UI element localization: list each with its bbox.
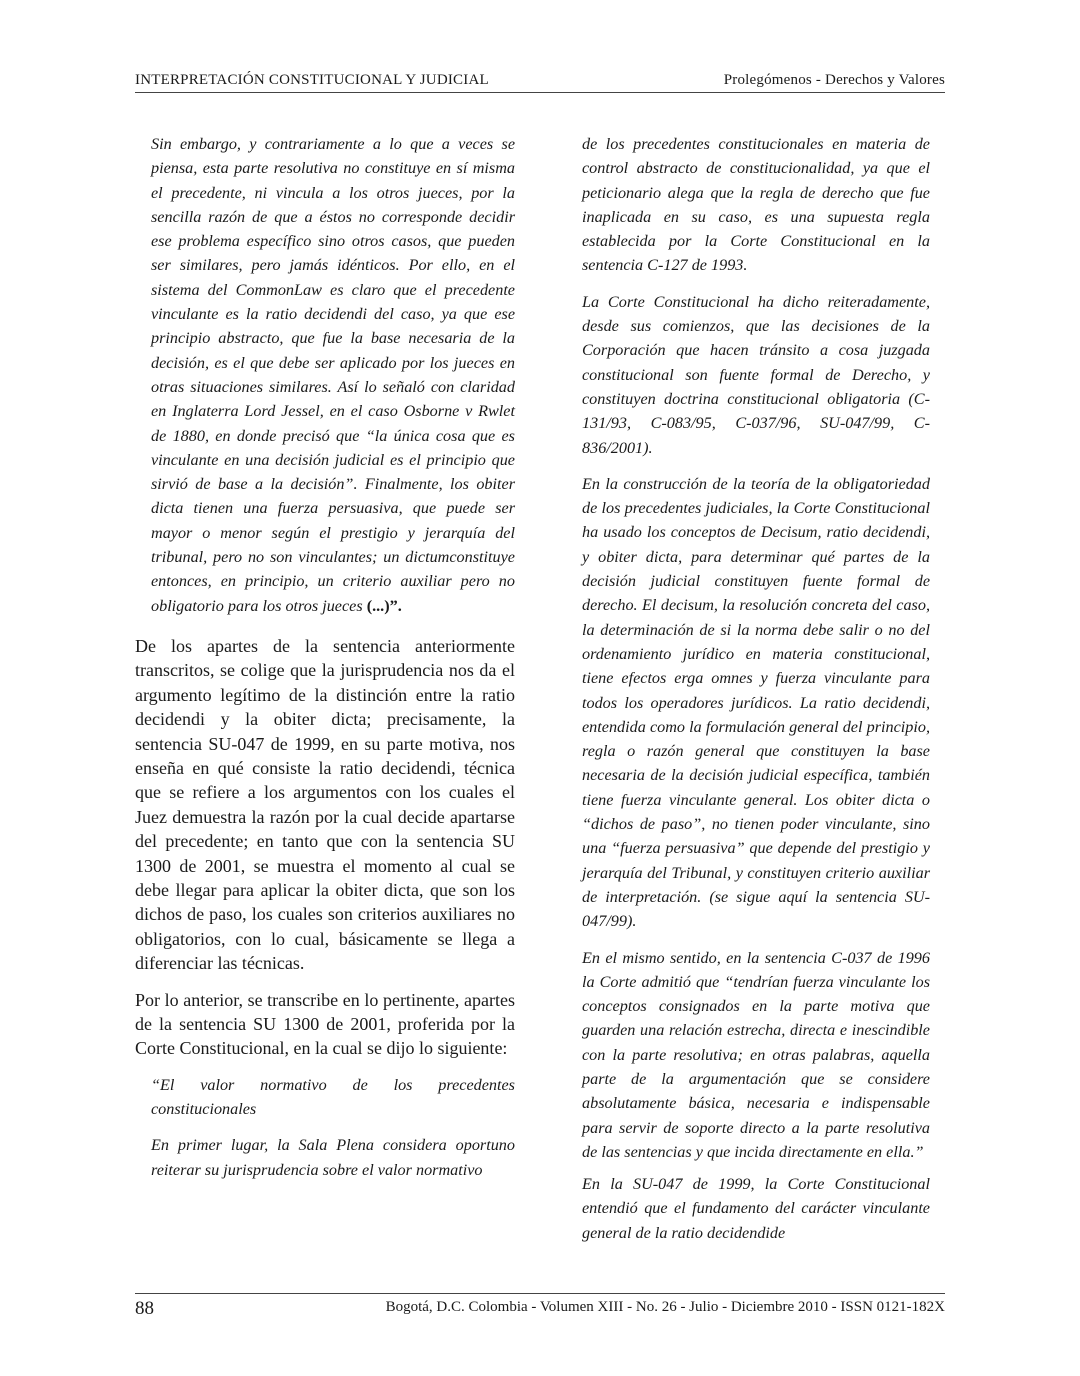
body-paragraph: De los apartes de la sentencia anteriormente transcritos, se colige que la jurisprudencia nos da el argumento legítimo de la distinción entre la ratio decidendi y la obiter dicta; precisamente, la sentencia SU-047 de 1999, en su parte motiva, nos enseña en qué consiste la ratio decidendi, técnica que se refiere a los argumentos con los cuales el Juez demuestra la razón por la cual decide apartarse del precedente; en tanto que con la sentencia SU 1300 de 2001, se muestra el momento al cual se debe llegar para aplicar la obiter dicta, que son los dichos de paso, los cuales son criterios auxiliares no obligatorios, con lo cual, básicamente se llega a diferenciar las técnicas.: [135, 635, 515, 974]
running-header: [135, 70, 945, 93]
quote-paragraph: En la SU-047 de 1999, la Corte Constitucional entendió que el fundamento del carácter vinculante general de la ratio decidendide: [582, 1175, 930, 1242]
quote-text: Sin embargo, y contrariamente a lo que a veces se piensa, esta parte resolutiva no constituye en sí misma el precedente, ni vincula a los otros jueces, por la sencilla razón de que a éstos no corresponde decidir ese problema específico sino otros casos, que pueden ser similares, pero jamás idénticos. Por ello, en el sistema del CommonLaw es claro que el precedente vinculante es la ratio decidendi del caso, ya que ese principio abstracto, que fue la base necesaria de la decisión, es el que debe ser aplicado por los jueces en otras situaciones similares. Así lo señaló con claridad en Inglaterra Lord Jessel, en el caso Osborne v Rwlet de 1880, en donde precisó que “la única cosa que es vinculante en una decisión judicial es el principio que sirvió de base a la decisión”. Finalmente, los obiter dicta tienen una fuerza persuasiva, que puede ser mayor o menor según el prestigio y jerarquía del tribunal, pero no son vinculantes; un dictumconstituye entonces, en principio, un criterio auxiliar pero no obligatorio para los otros jueces: [151, 135, 515, 615]
quote-paragraph: de los precedentes constitucionales en materia de control abstracto de constitucionalidad, ya que el peticionario alega que la regla de derecho que fue inaplicada en su caso, es una supuesta regla establecida por la Corte Constitucional en la sentencia C-127 de 1993.: [582, 135, 930, 275]
page-number: 88: [135, 1298, 154, 1319]
left-column: [135, 132, 515, 1182]
quote-paragraph: En el mismo sentido, en la sentencia C-037 de 1996 la Corte admitió que “tendrían fuerza vinculante los conceptos consignados en la parte motiva que guarden una relación estrecha, directa e inescindible con la parte resolutiva; en otras palabras, aquella parte de la argumentación que se considere absolutamente básica, necesaria e indispensable para servir de soporte directo a la parte resolutiva de las sentencias y que incida directamente en ella.”: [582, 948, 930, 1161]
quote-block: [135, 132, 515, 618]
quote-block: En primer lugar, la Sala Plena considera oportuno reiterar su jurisprudencia sobre el valor normativo: [151, 1136, 515, 1179]
quote-paragraph: La Corte Constitucional ha dicho reiteradamente, desde sus comienzos, que las decisiones de la Corporación que hacen tránsito a cosa juzgada constitucional son fuente formal de Derecho, y constituyen doctrina constitucional obligatoria (C-131/93, C-083/95, C-037/96, SU-047/99, C-836/2001).: [582, 292, 930, 457]
quote-paragraph: En la construcción de la teoría de la obligatoriedad de los precedentes judiciales, la Corte Constitucional ha usado los conceptos de Decisum, ratio decidendi, y obiter dicta, para determinar qué partes de la decisión judicial constituyen fuente formal de derecho. El decisum, la resolución concreta del caso, la determinación de si la norma debe salir o no del ordenamiento jurídico en materia constitucional, tiene efectos erga omnes y fuerza vinculante para todos los operadores jurídicos. La ratio decidendi, entendida como la formulación general del principio, regla o razón general que constituyen la base necesaria de la decisión judicial específica, también tiene fuerza vinculante general. Los obiter dicta o “dichos de paso”, no tienen poder vinculante, sino una “fuerza persuasiva” que depende del prestigio y jerarquía del Tribunal, y constituyen criterio auxiliar de interpretación. (se sigue aquí la sentencia SU-047/99).: [582, 474, 930, 931]
right-column: [582, 132, 930, 1245]
running-footer: [135, 1293, 945, 1319]
quote-ellipsis: (...)”.: [366, 596, 402, 615]
quote-title: “El valor normativo de los precedentes constitucionales: [151, 1075, 515, 1119]
body-paragraph: Por lo anterior, se transcribe en lo pertinente, apartes de la sentencia SU 1300 de 2001, proferida por la Corte Constitucional, en la cual se dijo lo siguiente:: [135, 989, 515, 1059]
footer-publication-info: Bogotá, D.C. Colombia - Volumen XIII - No. 26 - Julio - Diciembre 2010 - ISSN 0121-182X: [385, 1299, 945, 1315]
header-journal: Prolegómenos - Derechos y Valores: [723, 72, 945, 88]
header-title: INTERPRETACIÓN CONSTITUCIONAL Y JUDICIAL: [135, 72, 489, 88]
